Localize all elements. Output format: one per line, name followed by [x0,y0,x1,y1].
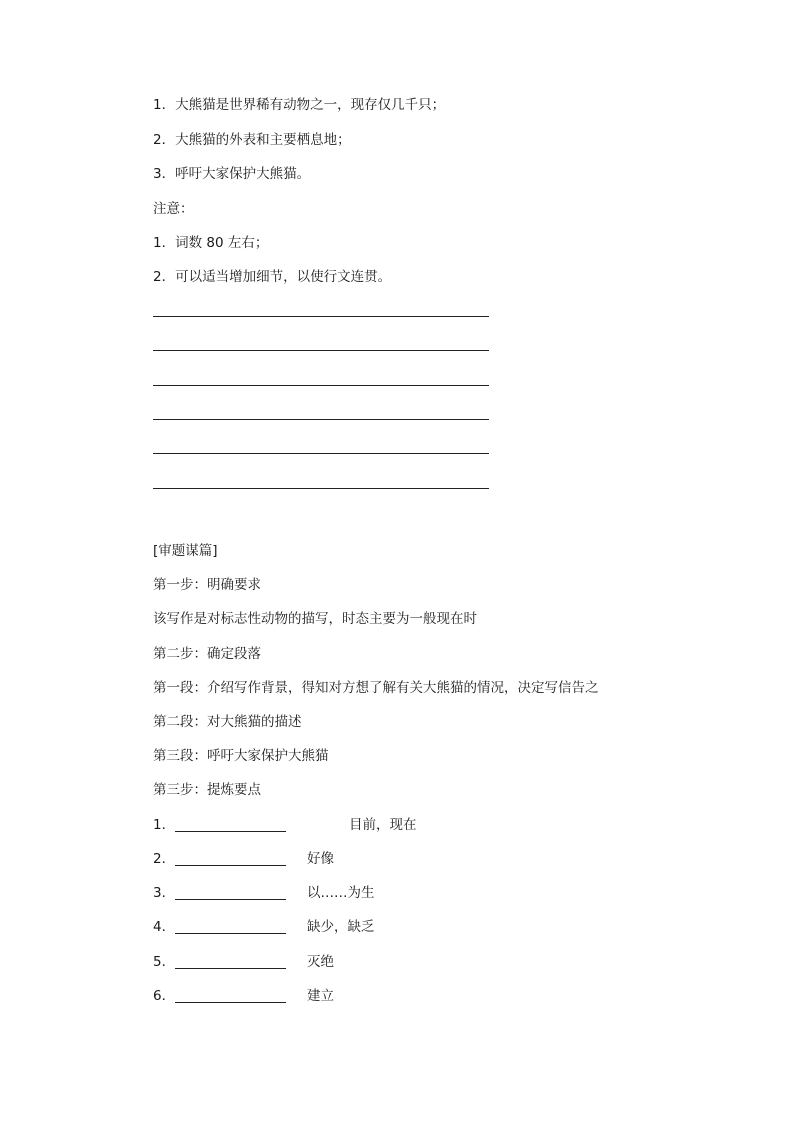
step1-text: 该写作是对标志性动物的描写，时态主要为一般现在时 [153,611,477,627]
writing-line[interactable] [153,419,489,420]
vocab-number: 1． [153,817,176,833]
writing-line[interactable] [153,385,489,386]
vocab-blank[interactable] [175,865,286,866]
vocab-meaning: 目前，现在 [349,817,417,833]
vocab-meaning: 以……为生 [307,885,375,901]
point-2: 2．大熊猫的外表和主要栖息地； [153,132,351,148]
vocab-blank[interactable] [175,1002,286,1003]
writing-line[interactable] [153,453,489,454]
note-1: 1．词数 80 左右； [153,235,269,251]
vocab-blank[interactable] [175,968,286,969]
point-1: 1．大熊猫是世界稀有动物之一，现存仅几千只； [153,97,446,113]
paragraph-3-desc: 第三段：呼吁大家保护大熊猫 [153,748,329,764]
vocab-number: 3． [153,885,176,901]
step2-title: 第二步：确定段落 [153,646,261,662]
writing-line[interactable] [153,488,489,489]
paragraph-2-desc: 第二段：对大熊猫的描述 [153,714,302,730]
vocab-meaning: 建立 [307,988,334,1004]
vocab-meaning: 好像 [307,851,334,867]
vocab-number: 2． [153,851,176,867]
writing-line[interactable] [153,316,489,317]
vocab-blank[interactable] [175,899,286,900]
vocab-meaning: 缺少，缺乏 [307,919,375,935]
point-3: 3．呼吁大家保护大熊猫。 [153,166,311,182]
vocab-blank[interactable] [175,831,286,832]
vocab-number: 6． [153,988,176,1004]
vocab-number: 5． [153,954,176,970]
vocab-blank[interactable] [175,933,286,934]
vocab-number: 4． [153,919,176,935]
vocab-meaning: 灭绝 [307,954,334,970]
step1-title: 第一步：明确要求 [153,577,261,593]
paragraph-1-desc: 第一段：介绍写作背景，得知对方想了解有关大熊猫的情况，决定写信告之 [153,680,599,696]
writing-line[interactable] [153,350,489,351]
notes-heading: 注意： [153,201,194,217]
analysis-heading: [审题谋篇] [153,543,218,559]
step3-title: 第三步：提炼要点 [153,782,261,798]
note-2: 2．可以适当增加细节，以使行文连贯。 [153,269,392,285]
